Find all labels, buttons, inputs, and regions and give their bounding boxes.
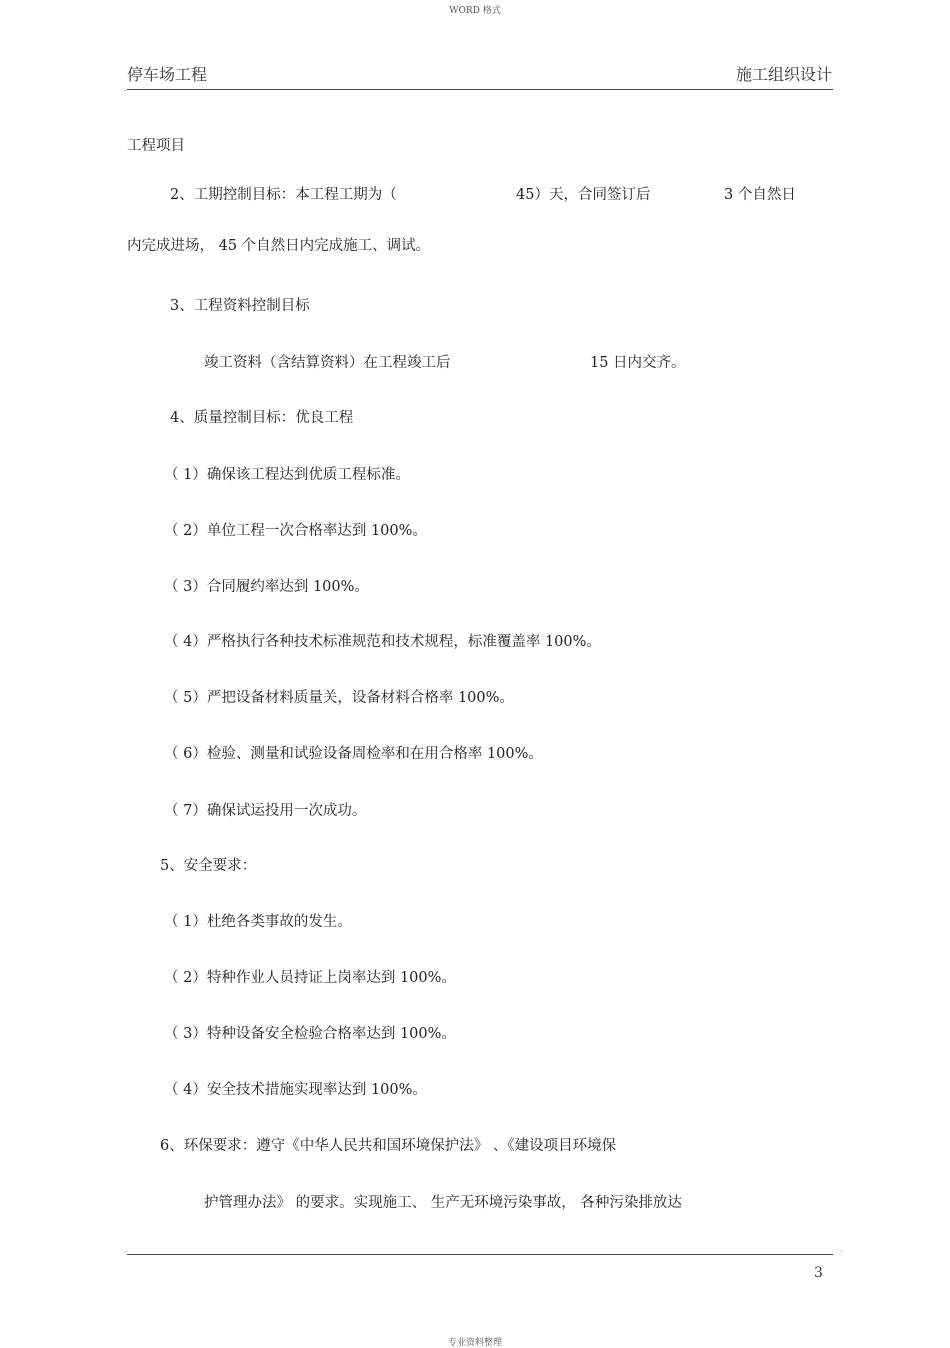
list-item: （ 2）特种作业人员持证上岗率达到 100%。 — [164, 970, 456, 986]
watermark-bottom-label: 专业资料整理 — [447, 1338, 502, 1348]
section-heading: 3、工程资料控制目标 — [170, 298, 310, 314]
footer-rule — [127, 1254, 833, 1255]
watermark-top-label: WORD 格式 — [449, 6, 501, 16]
corner-mark: . — [124, 1245, 127, 1254]
list-item: （ 4）安全技术措施实现率达到 100%。 — [164, 1082, 427, 1098]
corner-mark: . — [840, 1245, 843, 1254]
paragraph-line: 3 个自然日 — [724, 187, 796, 203]
list-item: （ 7）确保试运投用一次成功。 — [164, 803, 367, 819]
header-project-title: 停车场工程 — [127, 65, 208, 84]
section-heading: 5、安全要求： — [160, 858, 257, 874]
section-heading: 6、环保要求：遵守《中华人民共和国环境保护法》 、《建设项目环境保 — [160, 1138, 617, 1154]
paragraph-line: 45）天，合同签订后 — [516, 187, 651, 203]
list-item: （ 3）特种设备安全检验合格率达到 100%。 — [164, 1026, 456, 1042]
list-item: （ 6）检验、测量和试验设备周检率和在用合格率 100%。 — [164, 746, 543, 762]
paragraph-line: 2、工期控制目标：本工程工期为（ — [170, 187, 397, 203]
header-document-title: 施工组织设计 — [735, 65, 832, 84]
corner-mark: . — [124, 84, 127, 93]
list-item: （ 2）单位工程一次合格率达到 100%。 — [164, 523, 427, 539]
paragraph-line: 15 日内交齐。 — [590, 355, 686, 371]
page-number: 3 — [814, 1265, 823, 1281]
paragraph-line: 竣工资料（含结算资料）在工程竣工后 — [204, 355, 451, 371]
list-item: （ 1）杜绝各类事故的发生。 — [164, 914, 352, 930]
paragraph-line: 工程项目 — [127, 138, 185, 154]
list-item: （ 4）严格执行各种技术标准规范和技术规程，标准覆盖率 100%。 — [164, 634, 601, 650]
list-item: （ 5）严把设备材料质量关，设备材料合格率 100%。 — [164, 690, 514, 706]
list-item: （ 1）确保该工程达到优质工程标准。 — [164, 467, 410, 483]
list-item: （ 3）合同履约率达到 100%。 — [164, 579, 369, 595]
paragraph-line: 护管理办法》 的要求。实现施工、 生产无环境污染事故， 各种污染排放达 — [204, 1195, 682, 1211]
section-heading: 4、质量控制目标：优良工程 — [170, 410, 354, 426]
paragraph-line: 内完成进场， 45 个自然日内完成施工、调试。 — [127, 238, 431, 254]
header-rule — [127, 89, 833, 90]
